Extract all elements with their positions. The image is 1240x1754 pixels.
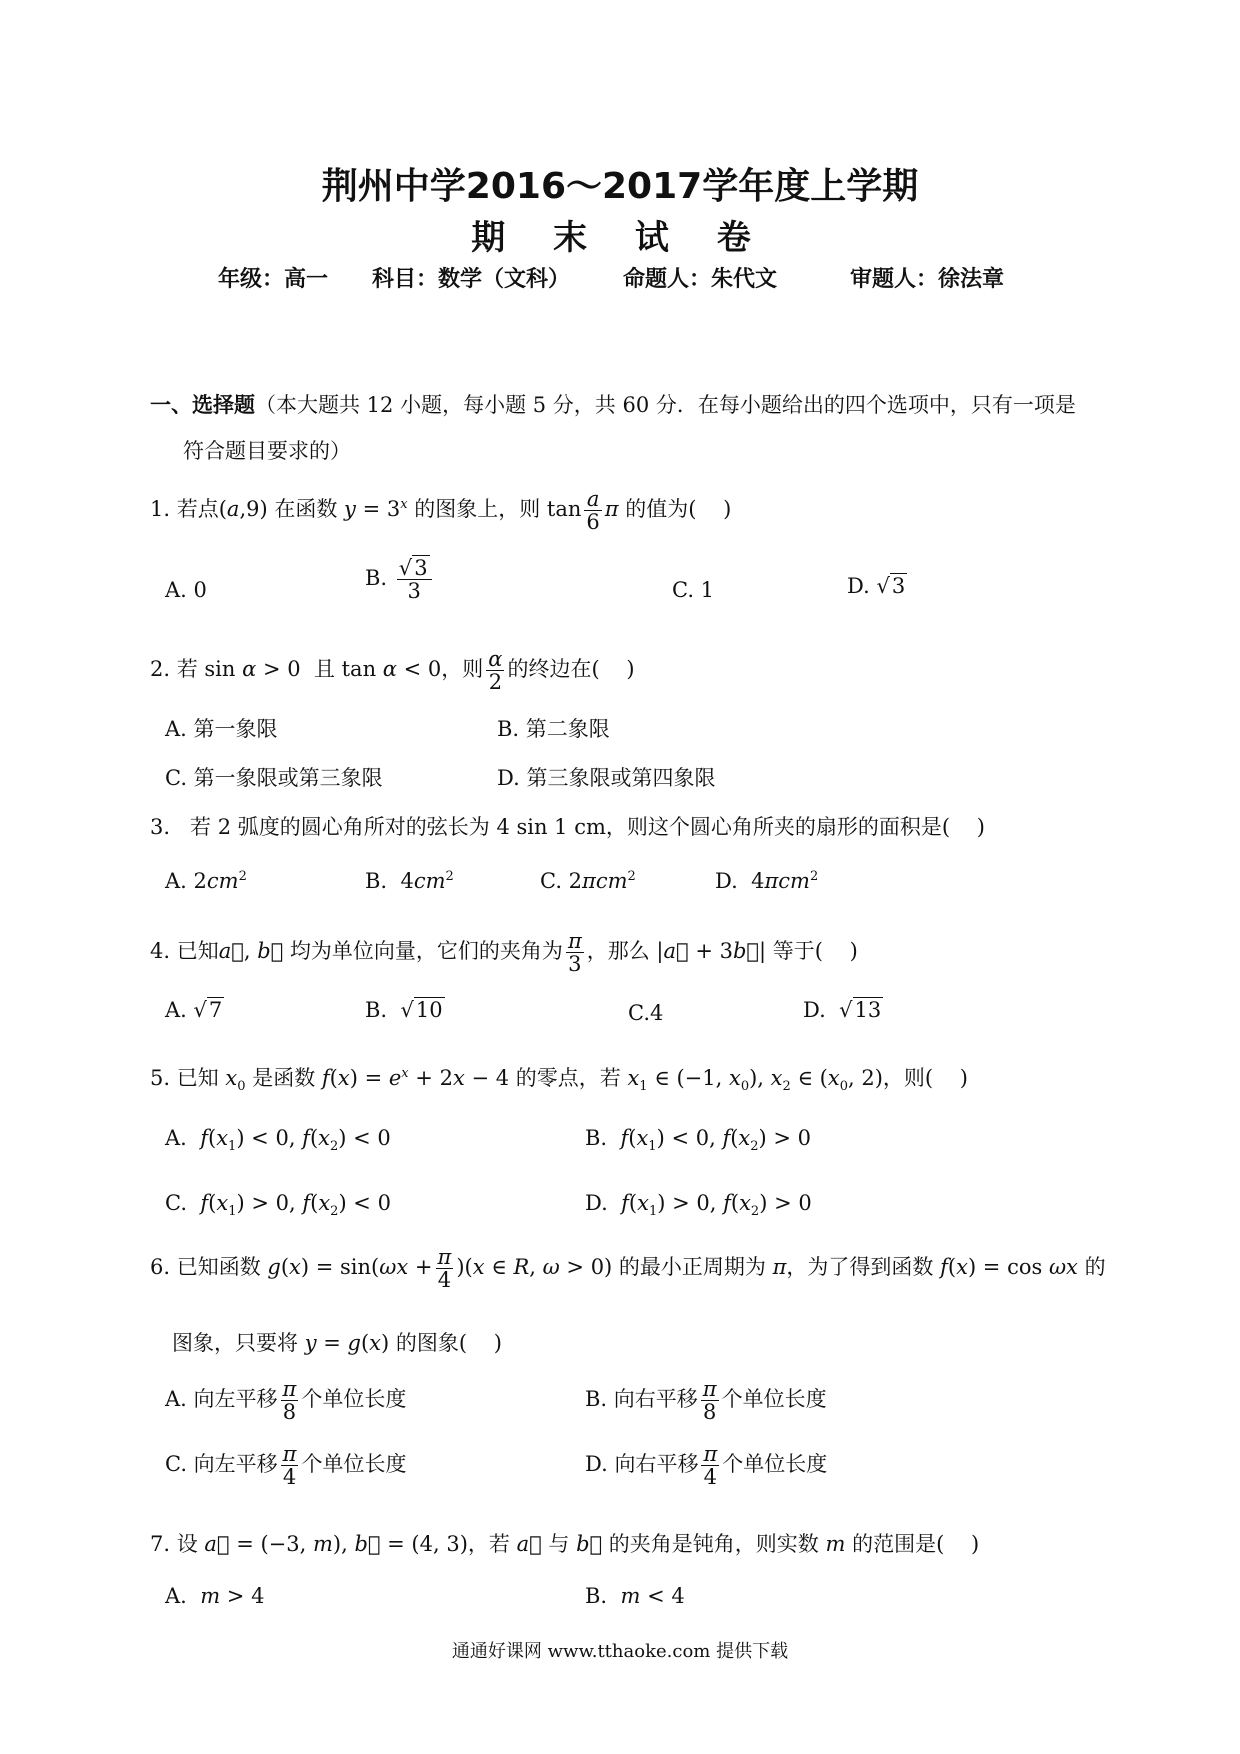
section-description: （本大题共 12 小题，每小题 5 分，共 60 分．在每小题给出的四个选项中，只有一项是 [255, 393, 1076, 417]
q5-option-a[interactable]: A. $f(x_1) < 0$, $f(x_2) < 0$ [165, 1126, 391, 1155]
section-heading [150, 389, 1076, 419]
q1-option-a[interactable]: A. 0 [165, 578, 207, 602]
exam-subtitle: 期 末 试 卷 [471, 218, 769, 258]
q2-option-a[interactable]: A. 第一象限 [165, 717, 278, 741]
q5-option-c[interactable]: C. $f(x_1) > 0$, $f(x_2) < 0$ [165, 1191, 391, 1220]
q6-option-d[interactable]: D. 向右平移 $\frac{\pi}{4}$ 个单位长度 [585, 1442, 828, 1490]
q3-option-a[interactable]: A. $2cm^2$ [165, 869, 247, 893]
q3-option-b[interactable]: B. $4cm^2$ [365, 869, 454, 893]
reviewer-label: 审题人：徐法章 [850, 267, 1005, 292]
q6-option-c[interactable]: C. 向左平移 $\frac{\pi}{4}$ 个单位长度 [165, 1442, 407, 1490]
question-2: 2. 若 sin α > 0 且 tan α < 0，则 $\frac{\alpha}{2}$ 的终边在( ) [150, 647, 635, 695]
q6-option-b[interactable]: B. 向右平移 $\frac{\pi}{8}$ 个单位长度 [585, 1377, 827, 1425]
q5-option-b[interactable]: B. $f(x_1) < 0$, $f(x_2) > 0$ [585, 1126, 812, 1155]
question-5: 5. 已知 $x_0$ 是函数 $f(x) = e^x + 2x - 4$ 的零点，若 $x_1$ ∈ (−1, $x_0$), $x_2$ ∈ ($x_0$, 2)，则( ) [150, 1066, 968, 1095]
question-7: 7. 设 a⃗ = (−3, m), b⃗ = (4, 3)，若 a⃗ 与 b⃗ 的夹角是钝角，则实数 m 的范围是( ) [150, 1532, 980, 1556]
q2-option-d[interactable]: D. 第三象限或第四象限 [497, 766, 716, 790]
q4-option-a[interactable]: A. √7 [165, 998, 223, 1022]
q2-option-c[interactable]: C. 第一象限或第三象限 [165, 766, 383, 790]
question-1: 1. 若点(a,9) 在函数 $y = 3^x$ 的图象上，则 tan $\frac{a}{6}$ π 的值为( ) [150, 487, 732, 535]
section-description-cont: 符合题目要求的） [183, 439, 351, 463]
question-6-cont: 图象，只要将 y = g(x) 的图象( ) [172, 1331, 502, 1355]
q5-option-d[interactable]: D. $f(x_1) > 0$, $f(x_2) > 0$ [585, 1191, 812, 1220]
section-label: 一、选择题 [150, 393, 255, 417]
q4-option-d[interactable]: D. √13 [803, 998, 882, 1022]
q7-option-b[interactable]: B. m < 4 [585, 1584, 685, 1608]
q4-option-c[interactable]: C.4 [628, 1001, 664, 1025]
question-6: 6. 已知函数 g(x) = sin(ωx + $\frac{\pi}{4}$ )(x ∈ R, ω > 0) 的最小正周期为 π，为了得到函数 f(x) = cos ωx 的 [150, 1245, 1106, 1293]
q3-option-c[interactable]: C. 2πcm$^2$ [540, 869, 636, 893]
q1-option-d[interactable]: D. √3 [847, 574, 906, 598]
q7-option-a[interactable]: A. m > 4 [165, 1584, 265, 1608]
subject-label: 科目：数学（文科） [372, 267, 571, 292]
question-3: 3. 若 2 弧度的圆心角所对的弦长为 4 sin 1 cm，则这个圆心角所夹的扇形的面积是( ) [150, 815, 985, 839]
grade-label: 年级：高一 [218, 267, 329, 292]
author-label: 命题人：朱代文 [623, 267, 778, 292]
q6-option-a[interactable]: A. 向左平移 $\frac{\pi}{8}$ 个单位长度 [165, 1377, 407, 1425]
footer-source: 通通好课网 www.tthaoke.com 提供下载 [451, 1641, 789, 1662]
question-4: 4. 已知a⃗, b⃗ 均为单位向量，它们的夹角为 $\frac{\pi}{3}$ ，那么 |a⃗ + 3b⃗| 等于( ) [150, 929, 858, 977]
q1-option-b[interactable]: B. $\frac{√3}{3}$ [365, 557, 435, 602]
q1-option-c[interactable]: C. 1 [672, 578, 715, 602]
q4-option-b[interactable]: B. √10 [365, 998, 443, 1022]
q2-option-b[interactable]: B. 第二象限 [497, 717, 610, 741]
q3-option-d[interactable]: D. 4πcm$^2$ [715, 869, 819, 893]
exam-title: 荆州中学2016～2017学年度上学期 [321, 166, 919, 207]
